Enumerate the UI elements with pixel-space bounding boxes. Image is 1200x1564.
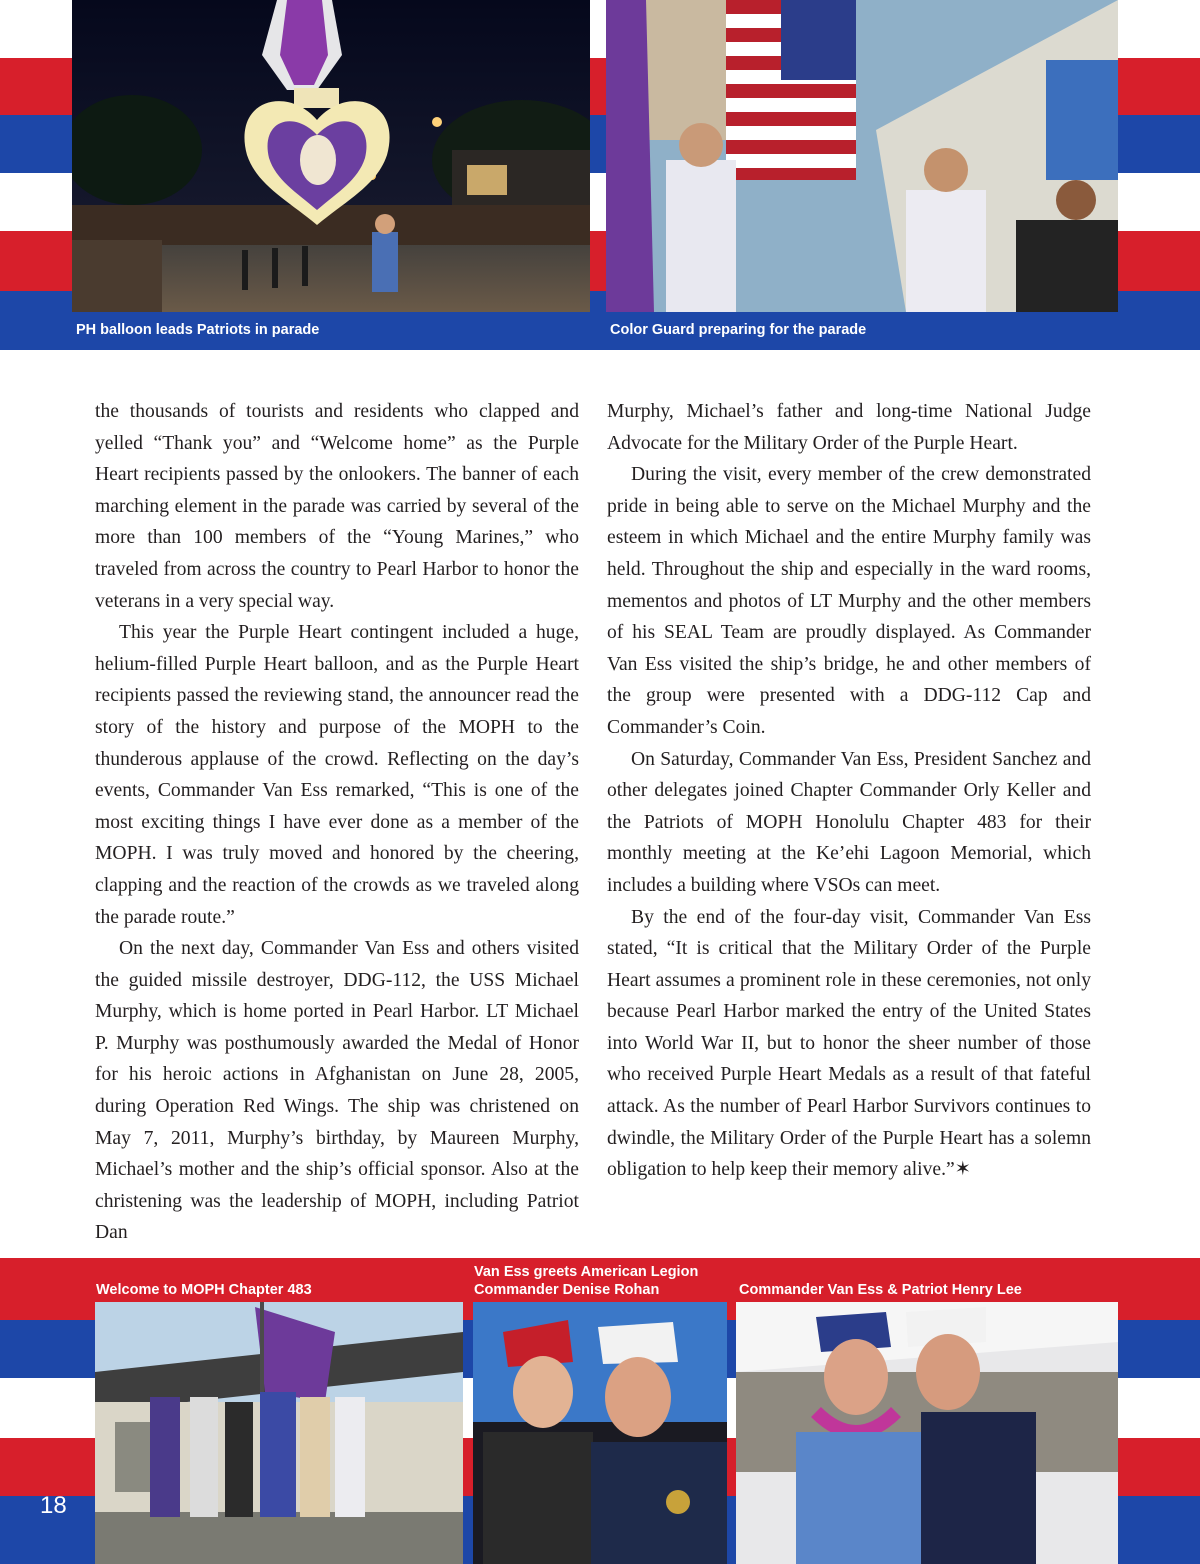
left-paragraph-2: This year the Purple Heart contingent included a huge, helium-filled Purple Heart balloon, and as the Purple Heart recipients passed the reviewing stand, the announcer read the story of the history and purpose of the MOPH to the thunderous applause of the crowd. Reflecting on the day’s events, Commander Van Ess remarked, “This is one of the most exciting things I have ever done as a member of the MOPH. I was truly moved and honored by the cheering, clapping and the reaction of the crowds as we traveled along the parade route.” [95,622,579,928]
caption-henry-lee: Commander Van Ess & Patriot Henry Lee [739,1282,1022,1298]
right-paragraph-2: During the visit, every member of the crew demonstrated pride in being able to serve on the Michael Murphy and the esteem in which Michael and the entire Murphy family was held. Throughout the ship and especially in the ward rooms, mementos and photos of LT Murphy and the other members of his SEAL Team are proudly displayed. As Commander Van Ess visited the ship’s bridge, he and other members of the group were presented with a DDG-112 Cap and Commander’s Coin. [607,464,1091,738]
right-paragraph-3: On Saturday, Commander Van Ess, President Sanchez and other delegates joined Chapter Commander Orly Keller and the Patriots of MOPH Honolulu Chapter 483 for their monthly meeting at the Ke’ehi Lagoon Memorial, which includes a building where VSOs can meet. [607,748,1091,896]
left-paragraph-3: On the next day, Commander Van Ess and others visited the guided missile destroyer, DDG-112, the USS Michael Murphy, which is home ported in Pearl Harbor. LT Michael P. Murphy was posthumously awarded the Medal of Honor for his heroic actions in Afghanistan on June 28, 2005, during Operation Red Wings. The ship was christened on May 7, 2011, Murphy’s birthday, by Maureen Murphy, Michael’s mother and the ship’s official sponsor. Also at the christening was the leadership of MOPH, including Patriot Dan [95,938,579,1244]
henry-lee-illustration [736,1302,1118,1564]
balloon-parade-illustration [72,0,590,312]
caption-color-guard: Color Guard preparing for the parade [610,322,867,338]
legion-greeting-illustration [473,1302,727,1564]
right-paragraph-4: By the end of the four-day visit, Commander Van Ess stated, “It is critical that the Military Order of the Purple Heart assumes a prominent role in these ceremonies, not only because Pearl Harbor marked the entry of the United States into World War II, but to honor the sheer number of those who received Purple Heart Medals as a result of that fateful attack. As the number of Pearl Harbor Survivors continues to dwindle, the Military Order of the Purple Heart has a solemn obligation to help keep their memory alive.”✶ [607,906,1091,1181]
caption-chapter-483: Welcome to MOPH Chapter 483 [96,1282,312,1298]
photo-balloon-parade [72,0,590,312]
american-flag [726,0,856,180]
caption-balloon-parade: PH balloon leads Patriots in parade [76,322,320,338]
photo-chapter-483 [95,1302,463,1564]
caption-legion-line1: Van Ess greets American Legion [474,1264,699,1280]
photo-legion-greeting [473,1302,727,1564]
chapter-483-illustration [95,1302,463,1564]
right-paragraph-1: Murphy, Michael’s father and long-time National Judge Advocate for the Military Order of the Purple Heart. [607,401,1091,454]
photo-henry-lee [736,1302,1118,1564]
article-left-column [95,396,579,1249]
photo-color-guard [606,0,1118,312]
left-paragraph-1: the thousands of tourists and residents who clapped and yelled “Thank you” and “Welcome home” as the Purple Heart recipients passed by the onlookers. The banner of each marching element in the parade was carried by several of the more than 100 members of the “Young Marines,” who traveled from across the country to Pearl Harbor to honor the veterans in a very special way. [95,401,579,612]
article-right-column [607,396,1091,1186]
caption-legion-line2: Commander Denise Rohan [474,1282,660,1298]
color-guard-illustration [606,0,1118,312]
page-number: 18 [40,1492,67,1519]
